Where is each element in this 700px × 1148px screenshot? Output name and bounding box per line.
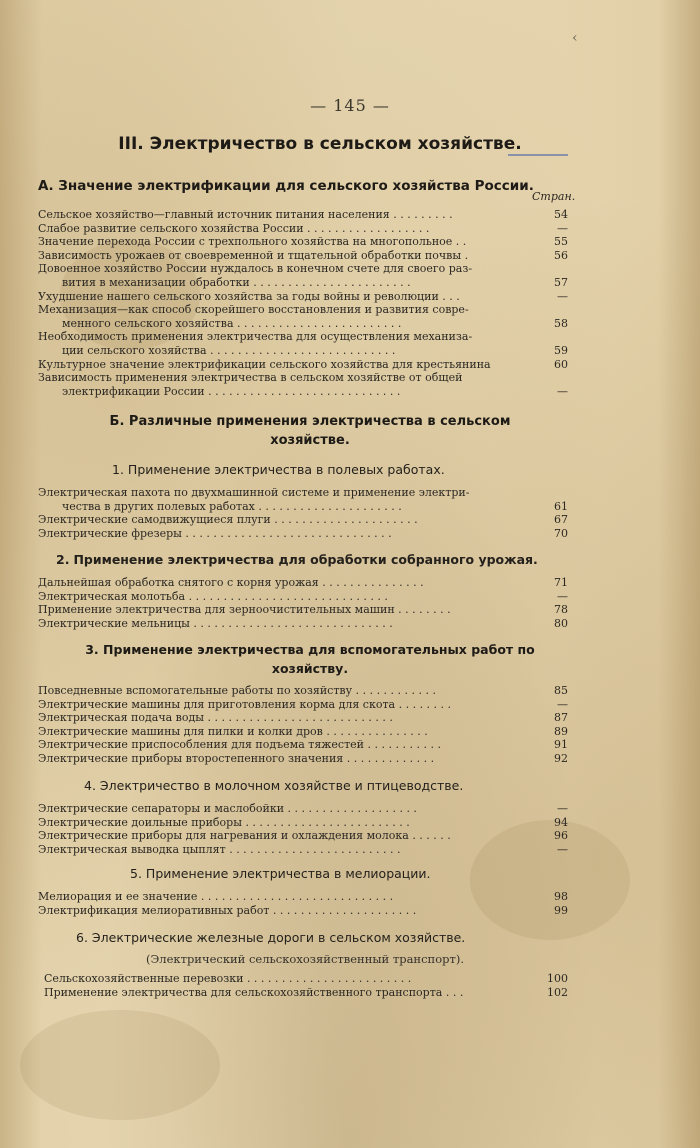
toc-entry: Электрические приборы второстепенного значения . . . . . . . . . . . . . 92 [38,751,568,765]
subsection-2-title: 2. Применение электричества для обработки собранного урожая. [56,552,538,567]
toc-entry: Электрические приборы для нагревания и охлаждения молока . . . . . . 96 [38,829,568,843]
toc-entry: Зависимость урожаев от своевременной и тщательной обработки почвы . 56 [38,248,568,262]
toc-entry: Ухудшение нашего сельского хозяйства за годы войны и революции . . . — [38,289,568,303]
toc-entry: Сельскохозяйственные перевозки . . . . . . . . . . . . . . . . . . . . . . . . 100 [44,972,568,985]
subsection-1-entries [38,486,568,540]
toc-entry: Электрические доильные приборы . . . . . . . . . . . . . . . . . . . . . . . . 94 [38,815,568,829]
subsection-3-entries [38,684,568,766]
subsection-2-entries [38,576,568,630]
toc-entry: Культурное значение электрификации сельского хозяйства для крестьянина 60 [38,357,568,371]
subsection-5-entries [38,890,568,917]
toc-entry: Электрификация мелиоративных работ . . . . . . . . . . . . . . . . . . . . . 99 [38,903,568,917]
toc-entry: Слабое развитие сельского хозяйства России . . . . . . . . . . . . . . . . . . — [38,221,568,235]
toc-entry: Электрическая молотьба . . . . . . . . . . . . . . . . . . . . . . . . . . . . . — [38,589,568,603]
subsection-6-note: (Электрический сельскохозяйственный транспорт). [146,952,464,966]
corner-mark: ‹ [572,30,578,46]
toc-entry: Электрические приспособления для подъема тяжестей . . . . . . . . . . . 91 [38,738,568,752]
toc-entry: Электрические мельницы . . . . . . . . . . . . . . . . . . . . . . . . . . . . . 80 [38,616,568,630]
section-a-entries [38,208,568,398]
toc-entry: Необходимость применения электричества для осуществления механиза- [38,330,473,344]
page-number: — 145 — [310,96,390,115]
toc-entry: Повседневные вспомогательные работы по хозяйству . . . . . . . . . . . . 85 [38,684,568,697]
section-a-title: А. Значение электрификации для сельского хозяйства России. [38,178,534,194]
toc-entry: Зависимость применения электричества в сельском хозяйстве от общей [38,371,463,385]
subsection-4-title: 4. Электричество в молочном хозяйстве и птицеводстве. [84,778,464,793]
toc-entry: Сельское хозяйство—главный источник питания населения . . . . . . . . . 54 [38,208,568,221]
subsection-5-title: 5. Применение электричества в мелиорации. [130,866,431,881]
paper-stain [20,1010,220,1120]
subsection-3-title: 3. Применение электричества для вспомогательных работ по хозяйству. [85,642,535,676]
toc-entry: Электрические фрезеры . . . . . . . . . . . . . . . . . . . . . . . . . . . . . . 70 [38,526,568,540]
subsection-6-entries [44,972,568,999]
subsection-1-title: 1. Применение электричества в полевых работах. [112,462,445,477]
toc-entry: чества в других полевых работах . . . . . . . . . . . . . . . . . . . . . 61 [62,499,568,513]
toc-entry: ции сельского хозяйства . . . . . . . . . . . . . . . . . . . . . . . . . . . 59 [62,343,568,357]
toc-entry: Значение перехода России с трехпольного хозяйства на многопольное . . 55 [38,235,568,249]
toc-entry: Электрические машины для пилки и колки дров . . . . . . . . . . . . . . . 89 [38,724,568,738]
section-b-title: Б. Различные применения электричества в сельском хозяйстве. [109,414,511,448]
toc-entry: Применение электричества для зерноочистительных машин . . . . . . . . 78 [38,603,568,617]
toc-entry: Дальнейшая обработка снятого с корня урожая . . . . . . . . . . . . . . . 71 [38,576,568,589]
toc-entry: Применение электричества для сельскохозяйственного транспорта . . . 102 [44,985,568,999]
toc-entry: Электрическая подача воды . . . . . . . . . . . . . . . . . . . . . . . . . . . 87 [38,711,568,725]
page-column-label: Стран. [532,190,576,203]
subsection-6-title: 6. Электрические железные дороги в сельском хозяйстве. [76,930,466,945]
toc-entry: менного сельского хозяйства . . . . . . . . . . . . . . . . . . . . . . . . 58 [62,316,568,330]
toc-entry: Довоенное хозяйство России нуждалось в конечном счете для своего раз- [38,262,473,276]
toc-entry: электрификации России . . . . . . . . . . . . . . . . . . . . . . . . . . . . — [62,384,568,398]
toc-entry: Мелиорация и ее значение . . . . . . . . . . . . . . . . . . . . . . . . . . . . 98 [38,890,568,903]
toc-entry: Электрические машины для приготовления корма для скота . . . . . . . . — [38,697,568,711]
toc-entry: Электрические самодвижущиеся плуги . . . . . . . . . . . . . . . . . . . . . 67 [38,513,568,527]
part-title: III. Электричество в сельском хозяйстве. [118,134,522,154]
toc-entry: Электрические сепараторы и маслобойки . . . . . . . . . . . . . . . . . . . — [38,802,568,815]
toc-entry: Электрическая пахота по двухмашинной системе и применение электри- [38,486,470,499]
pencil-underline [508,154,568,156]
toc-entry: вития в механизации обработки . . . . . . . . . . . . . . . . . . . . . . . 57 [62,275,568,289]
toc-entry: Электрическая выводка цыплят . . . . . . . . . . . . . . . . . . . . . . . . . — [38,842,568,856]
subsection-4-entries [38,802,568,856]
toc-entry: Механизация—как способ скорейшего восстановления и развития совре- [38,303,469,317]
